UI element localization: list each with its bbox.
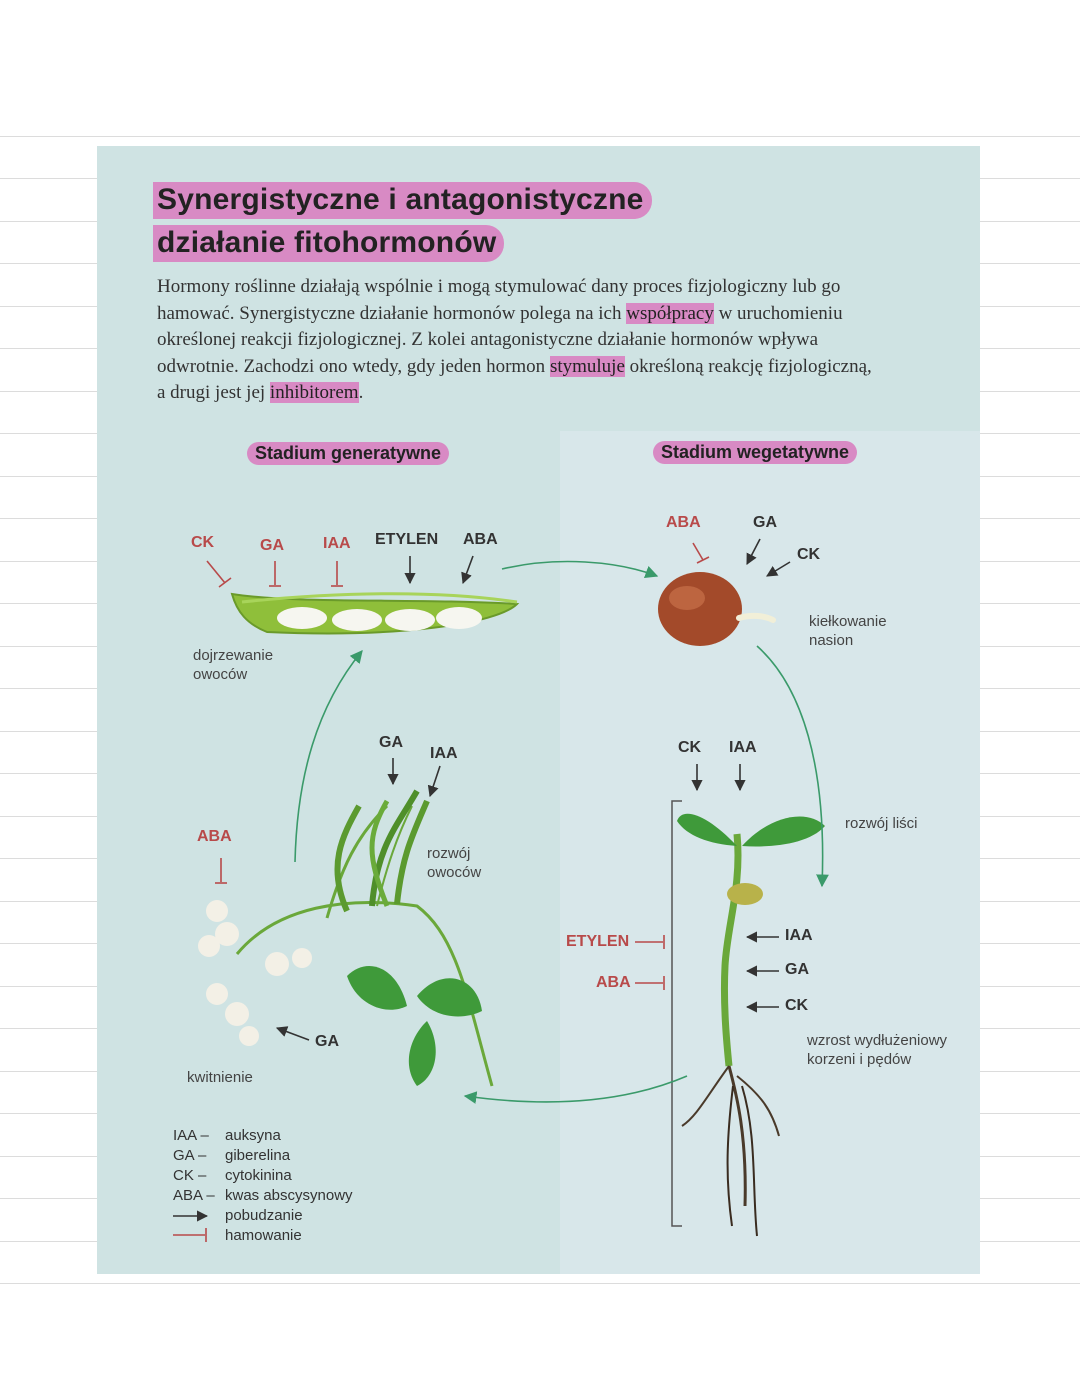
flowering-plant-illustration (198, 791, 492, 1086)
caption-flowering: kwitnienie (187, 1069, 253, 1086)
seedling-inhibition-markers (635, 935, 664, 990)
label-aba-seed: ABA (666, 514, 701, 531)
legend-row-ga (173, 1146, 353, 1166)
pea-pod-illustration (232, 594, 517, 634)
label-etylen-pod: ETYLEN (375, 531, 439, 548)
title-line-1: Synergistyczne i antagonistyczne (153, 182, 652, 219)
caption-leaf-development: rozwój liści (845, 815, 918, 832)
label-ck-pod: CK (191, 534, 215, 551)
caption-seed-germination: kiełkowanie nasion (809, 613, 887, 649)
intro-text-1: Hormony roślinne działają wspólnie i mogą stymulować dany proces fizjologiczny lub go hamować. Synergistyczne działanie hormonów polega na ich (157, 276, 841, 324)
legend-row-aba (173, 1186, 353, 1206)
legend-abbr-iaa: IAA – (173, 1127, 209, 1144)
label-iaa-elongation: IAA (785, 927, 813, 944)
highlight-wspolpracy: współpracy (626, 302, 714, 324)
textbook-page (97, 146, 980, 1274)
label-etylen-seedling: ETYLEN (566, 933, 630, 950)
label-ga-pod: GA (260, 537, 284, 554)
label-ga-flowering: GA (315, 1033, 339, 1050)
legend-abbr-ga: GA – (173, 1147, 207, 1164)
highlight-stymuluje: stymuluje (549, 355, 625, 377)
label-ga-elongation: GA (785, 961, 809, 978)
caption-fruit-development: rozwój owoców (427, 845, 482, 881)
cycle-arrow-seed-to-seedling (757, 646, 823, 886)
legend (173, 1126, 353, 1246)
intro-text-2: w uruchomieniu określonej reakcji fizjologicznej. Z kolei antagonistyczne działanie hormonów wpływa odwrotnie. Zachodzi ono wtedy, gdy jeden hormon (157, 302, 843, 377)
legend-text-ga: giberelina (225, 1147, 291, 1164)
legend-abbr-ck: CK – (173, 1167, 207, 1184)
label-ga-fruit: GA (379, 734, 403, 751)
label-aba-pod: ABA (463, 531, 498, 548)
label-ck-elongation: CK (785, 997, 809, 1014)
legend-row-ck (173, 1166, 353, 1186)
cycle-arrow-pod-to-seed (502, 562, 657, 576)
legend-row-stimulation (173, 1206, 353, 1226)
stimulation-markers-pod (410, 556, 473, 583)
legend-text-stimulation: pobudzanie (225, 1207, 303, 1224)
stage-generative-label: Stadium generatywne (247, 442, 449, 465)
label-iaa-pod: IAA (323, 535, 351, 552)
label-ga-seed: GA (753, 514, 777, 531)
caption-fruit-ripening: dojrzewanie owoców (193, 647, 274, 683)
cycle-arrow-seedling-to-plant (465, 1076, 687, 1102)
title-line-2: działanie fitohormonów (153, 225, 504, 262)
intro-text-4: . (358, 382, 364, 403)
seedling-illustration (677, 814, 825, 1236)
label-iaa-fruit: IAA (430, 745, 458, 762)
label-aba-seedling: ABA (596, 974, 631, 991)
seed-hormone-markers (693, 539, 790, 576)
seedling-bracket (672, 801, 682, 1226)
label-ck-seedling: CK (678, 739, 702, 756)
legend-text-ck: cytokinina (225, 1167, 292, 1184)
highlight-inhibitorem: inhibitorem (269, 382, 359, 403)
legend-row-inhibition (173, 1226, 353, 1246)
legend-row-iaa (173, 1126, 353, 1146)
inhibition-markers-pod (207, 561, 343, 587)
legend-abbr-aba: ABA – (173, 1187, 215, 1204)
caption-elongation: wzrost wydłużeniowy korzeni i pędów (807, 1032, 948, 1068)
legend-text-inhibition: hamowanie (225, 1227, 302, 1244)
label-aba-flowering: ABA (197, 828, 232, 845)
diagram-graphics (97, 146, 980, 1274)
aba-flowering-inhibition (215, 858, 227, 883)
label-iaa-seedling: IAA (729, 739, 757, 756)
legend-text-iaa: auksyna (225, 1127, 281, 1144)
legend-text-aba: kwas abscysynowy (225, 1187, 353, 1204)
plant-hormone-markers (277, 758, 440, 1040)
intro-text-3: określoną reakcję fizjologiczną, a drugi jest jej (157, 355, 872, 403)
stage-vegetative-label: Stadium wegetatywne (653, 441, 857, 464)
cycle-arrow-plant-to-pod (295, 651, 362, 862)
bean-seed-illustration (658, 572, 773, 646)
label-ck-seed: CK (797, 546, 821, 563)
